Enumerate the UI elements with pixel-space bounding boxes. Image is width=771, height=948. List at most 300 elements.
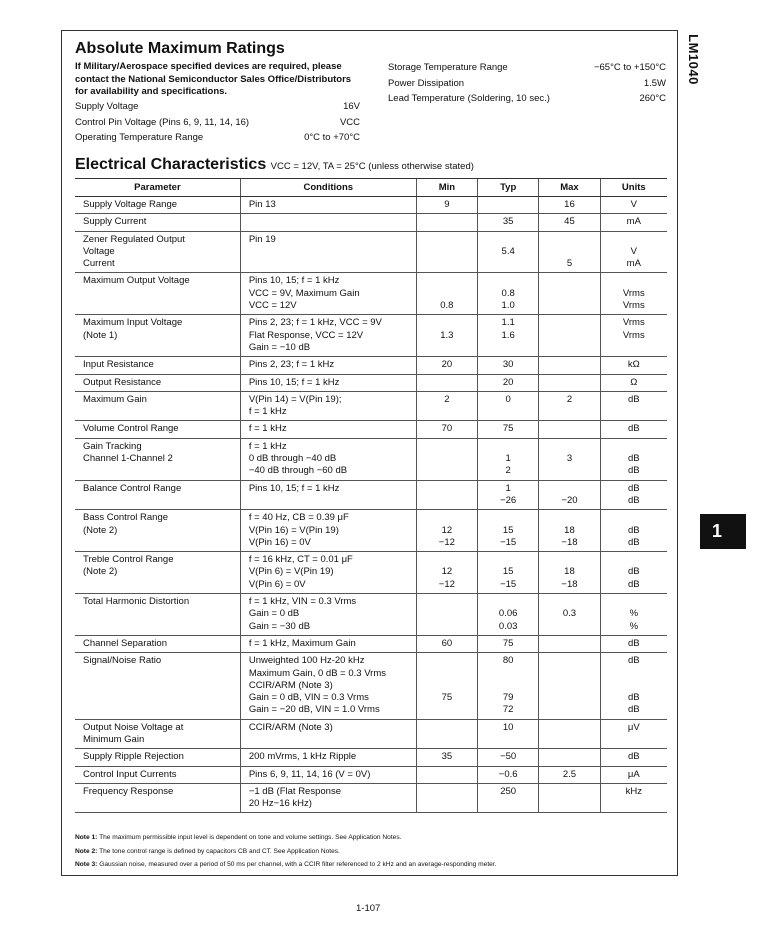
- cell-line: Gain = 0 dB: [248, 608, 300, 620]
- cell-param: [75, 480, 240, 510]
- cell-min: [416, 653, 477, 719]
- cell-line: [539, 704, 599, 716]
- cell-max: [539, 231, 600, 273]
- cell-line: [417, 668, 477, 680]
- cell-line: [478, 342, 538, 354]
- cell-line: 1: [505, 482, 511, 494]
- cell-line: [478, 199, 538, 211]
- cell-typ: [478, 357, 539, 374]
- cell-line: CCIR/ARM (Note 3): [248, 721, 333, 733]
- cell-line: 35: [502, 216, 514, 228]
- cell-min: [416, 374, 477, 391]
- cell-cond: [240, 719, 416, 749]
- cell-line: Treble Control Range: [83, 554, 174, 566]
- cell-line: [601, 554, 667, 566]
- cell-units: [600, 653, 667, 719]
- cell-line: [417, 621, 477, 633]
- cell-min: [416, 315, 477, 357]
- military-note: If Military/Aerospace specified devices are required, please contact the National Semiconductor Sales Office/Distributors for availability and specifications.: [75, 61, 352, 97]
- cell-line: [478, 596, 538, 608]
- header-units: Units: [600, 179, 667, 197]
- cell-max: [539, 197, 600, 214]
- cell-line: [478, 668, 538, 680]
- cell-param: [75, 214, 240, 231]
- cell-cond: [240, 510, 416, 552]
- cell-line: V(Pin 14) = V(Pin 19);: [248, 393, 342, 405]
- cell-line: [417, 317, 477, 329]
- cell-line: −20: [561, 494, 578, 506]
- cell-line: Vrms: [622, 317, 645, 329]
- rating-label: Power Dissipation: [388, 77, 465, 89]
- cell-line: [83, 495, 240, 507]
- cell-line: Pins 10, 15; f = 1 kHz: [248, 482, 340, 494]
- rating-value: 16V: [343, 101, 360, 112]
- cell-line: [417, 441, 477, 453]
- cell-line: −15: [500, 536, 517, 548]
- cell-line: [83, 537, 240, 549]
- cell-cond: [240, 594, 416, 636]
- rating-value: 260°C: [639, 93, 666, 104]
- cell-typ: [478, 197, 539, 214]
- cell-typ: [478, 653, 539, 719]
- cell-line: [83, 288, 240, 300]
- cell-line: 5: [566, 258, 573, 270]
- cell-line: 250: [500, 785, 517, 797]
- cell-line: Voltage: [83, 245, 115, 257]
- cell-units: [600, 357, 667, 374]
- footnote-text: The tone control range is defined by capacitors CB and CT. See Application Notes.: [99, 847, 340, 855]
- cell-line: [539, 798, 599, 810]
- cell-line: Pins 2, 23; f = 1 kHz, VCC = 9V: [248, 317, 382, 329]
- cell-line: [539, 668, 599, 680]
- table-row: [75, 421, 667, 438]
- cell-line: [601, 275, 667, 287]
- cell-line: dB: [627, 751, 640, 763]
- cell-line: V(Pin 16) = V(Pin 19): [248, 524, 339, 536]
- cell-line: [539, 554, 599, 566]
- cell-typ: [478, 391, 539, 421]
- cell-line: Flat Response, VCC = 12V: [248, 329, 364, 341]
- cell-line: 12: [441, 524, 453, 536]
- cell-units: [600, 421, 667, 438]
- cell-min: [416, 480, 477, 510]
- cell-typ: [478, 273, 539, 315]
- cell-max: [539, 766, 600, 783]
- cell-line: [539, 655, 599, 667]
- cell-units: [600, 552, 667, 594]
- cell-line: Pin 13: [248, 199, 276, 210]
- ratings-right: [388, 62, 666, 109]
- cell-min: [416, 438, 477, 480]
- footnote-label: Note 3:: [75, 861, 98, 868]
- table-row: [75, 357, 667, 374]
- cell-line: [539, 722, 599, 734]
- cell-line: 75: [502, 423, 514, 435]
- cell-line: [478, 554, 538, 566]
- cell-line: [249, 734, 416, 746]
- cell-line: mA: [626, 258, 641, 270]
- cell-max: [539, 653, 600, 719]
- cell-param: [75, 594, 240, 636]
- cell-max: [539, 510, 600, 552]
- cell-line: −12: [438, 536, 455, 548]
- cell-line: −50: [500, 751, 517, 763]
- cell-line: [417, 722, 477, 734]
- cell-line: [417, 769, 477, 781]
- header-conditions: Conditions: [240, 179, 416, 197]
- cell-min: [416, 719, 477, 749]
- cell-line: [83, 798, 240, 810]
- cell-line: −12: [438, 578, 455, 590]
- cell-param: [75, 719, 240, 749]
- cell-line: Gain Tracking: [83, 440, 142, 452]
- cell-line: dB: [627, 566, 640, 578]
- cell-max: [539, 438, 600, 480]
- cell-max: [539, 635, 600, 652]
- cell-line: Gain = 0 dB, VIN = 0.3 Vrms: [248, 692, 369, 704]
- rating-row: [388, 62, 666, 78]
- cell-min: [416, 357, 477, 374]
- cell-line: [478, 512, 538, 524]
- cell-typ: [478, 510, 539, 552]
- cell-line: (Note 2): [83, 524, 118, 536]
- cell-min: [416, 594, 477, 636]
- cell-line: [478, 406, 538, 418]
- cell-line: Vrms: [622, 329, 645, 341]
- cell-line: Current: [83, 258, 115, 270]
- cell-typ: [478, 214, 539, 231]
- cell-max: [539, 783, 600, 813]
- rating-row: [388, 78, 666, 94]
- cell-cond: [240, 749, 416, 766]
- footnote: [75, 831, 670, 845]
- table-row: [75, 635, 667, 652]
- cell-line: 45: [564, 216, 575, 228]
- cell-units: [600, 749, 667, 766]
- cell-min: [416, 197, 477, 214]
- table-row: [75, 273, 667, 315]
- cell-param: [75, 552, 240, 594]
- cell-line: Maximum Gain: [83, 393, 147, 405]
- cell-line: dB: [627, 637, 640, 649]
- electrical-title-text: Electrical Characteristics: [75, 156, 267, 173]
- cell-line: 2: [566, 393, 573, 405]
- cell-cond: [240, 438, 416, 480]
- cell-typ: [478, 719, 539, 749]
- cell-line: −1 dB (Flat Response: [248, 785, 341, 797]
- cell-line: Pins 2, 23; f = 1 kHz: [248, 359, 335, 371]
- cell-min: [416, 635, 477, 652]
- cell-line: [601, 734, 667, 746]
- table-row: [75, 315, 667, 357]
- cell-line: 75: [502, 637, 514, 649]
- footnote-text: The maximum permissible input level is dependent on tone and volume settings. See Application Notes.: [99, 834, 402, 841]
- cell-line: Frequency Response: [83, 785, 174, 797]
- cell-line: [601, 798, 667, 810]
- cell-line: [417, 704, 477, 716]
- cell-line: Pins 10, 15; f = 1 kHz: [248, 275, 340, 287]
- cell-line: 20: [502, 376, 514, 388]
- table-row: [75, 391, 667, 421]
- table-row: [75, 510, 667, 552]
- cell-line: [539, 317, 599, 329]
- section-tab-number: 1: [712, 521, 723, 541]
- cell-line: Channel 1-Channel 2: [83, 453, 173, 465]
- side-title: [682, 30, 712, 90]
- cell-line: [83, 300, 240, 312]
- cell-min: [416, 391, 477, 421]
- cell-line: [478, 441, 538, 453]
- cell-line: 0.03: [498, 620, 518, 632]
- cell-line: [417, 483, 477, 495]
- cell-line: Maximum Gain, 0 dB = 0.3 Vrms: [248, 667, 387, 679]
- cell-line: dB: [627, 453, 640, 465]
- ratings-left: [75, 101, 360, 148]
- cell-line: dB: [627, 655, 640, 667]
- cell-line: [417, 608, 477, 620]
- rating-row: [75, 117, 360, 133]
- cell-line: [478, 734, 538, 746]
- cell-line: [539, 288, 599, 300]
- cell-line: 18: [564, 524, 575, 536]
- cell-line: dB: [627, 423, 640, 435]
- cell-max: [539, 214, 600, 231]
- cell-line: dB: [627, 465, 640, 477]
- cell-cond: [240, 635, 416, 652]
- rating-row: [75, 101, 360, 117]
- footnotes: [75, 831, 670, 872]
- cell-line: [539, 692, 599, 704]
- cell-max: [539, 552, 600, 594]
- cell-line: [539, 465, 599, 477]
- cell-line: 15: [502, 524, 514, 536]
- cell-line: [478, 234, 538, 246]
- cell-line: μV: [627, 721, 640, 733]
- rating-value: VCC: [339, 116, 360, 128]
- cell-line: 0.3: [562, 608, 577, 620]
- cell-line: [601, 668, 667, 680]
- cell-max: [539, 421, 600, 438]
- cell-typ: [478, 552, 539, 594]
- cell-param: [75, 438, 240, 480]
- cell-line: [601, 680, 667, 692]
- cell-cond: [240, 315, 416, 357]
- cell-line: f = 1 kHz: [248, 423, 287, 435]
- cell-line: [539, 596, 599, 608]
- cell-line: [417, 288, 477, 300]
- cell-line: [539, 406, 599, 418]
- cell-line: [539, 512, 599, 524]
- cell-max: [539, 357, 600, 374]
- cell-cond: [240, 421, 416, 438]
- cell-line: Input Resistance: [83, 359, 154, 371]
- table-row: [75, 374, 667, 391]
- rating-label: Control Pin Voltage (Pins 6, 9, 11, 14, 16): [75, 116, 250, 128]
- cell-line: f = 16 kHz, CT = 0.01 μF: [248, 554, 353, 566]
- cell-line: [417, 655, 477, 667]
- cell-typ: [478, 749, 539, 766]
- cell-line: Pins 10, 15; f = 1 kHz: [248, 376, 340, 388]
- rating-value: 1.5W: [643, 77, 666, 89]
- cell-line: [539, 300, 599, 312]
- rating-row: [388, 93, 666, 109]
- cell-line: [249, 216, 416, 228]
- rating-label: Storage Temperature Range: [388, 62, 508, 73]
- cell-line: [417, 554, 477, 566]
- cell-line: Unweighted 100 Hz-20 kHz: [248, 655, 365, 667]
- rating-value: −65°C to +150°C: [593, 62, 666, 73]
- cell-typ: [478, 374, 539, 391]
- cell-line: [601, 342, 667, 354]
- cell-line: 10: [502, 721, 514, 733]
- cell-line: [417, 798, 477, 810]
- cell-min: [416, 749, 477, 766]
- cell-param: [75, 374, 240, 391]
- cell-units: [600, 783, 667, 813]
- cell-line: [417, 406, 477, 418]
- rating-row: [75, 132, 360, 148]
- cell-typ: [478, 315, 539, 357]
- cell-typ: [478, 438, 539, 480]
- cell-line: 20: [441, 359, 453, 371]
- cell-line: [539, 441, 599, 453]
- cell-param: [75, 653, 240, 719]
- cell-line: [417, 216, 477, 228]
- footnote-text: Gaussian noise, measured over a period of 50 ms per channel, with a CCIR filter referenced to 2 kHz and an average-responding meter.: [99, 861, 497, 868]
- section-tab: [700, 514, 746, 549]
- cell-line: [417, 734, 477, 746]
- cell-line: Gain = −10 dB: [248, 341, 311, 353]
- cell-line: Control Input Currents: [83, 768, 177, 780]
- cell-param: [75, 231, 240, 273]
- cell-line: Gain = −20 dB, VIN = 1.0 Vrms: [248, 704, 380, 716]
- cell-line: 1.1: [501, 317, 515, 329]
- table-row: [75, 719, 667, 749]
- cell-line: −18: [561, 578, 578, 590]
- cell-line: μA: [627, 768, 640, 780]
- table-row: [75, 766, 667, 783]
- cell-units: [600, 480, 667, 510]
- cell-line: dB: [627, 704, 640, 716]
- cell-line: [417, 596, 477, 608]
- cell-line: (Note 1): [83, 329, 118, 341]
- cell-line: Signal/Noise Ratio: [83, 655, 162, 667]
- cell-units: [600, 719, 667, 749]
- cell-max: [539, 374, 600, 391]
- cell-line: Total Harmonic Distortion: [83, 596, 190, 608]
- rating-label: Supply Voltage: [75, 101, 139, 112]
- cell-line: Ω: [630, 376, 638, 388]
- cell-line: [539, 786, 599, 798]
- cell-line: f = 1 kHz: [248, 440, 287, 452]
- cell-line: [478, 798, 538, 810]
- cell-line: 15: [502, 566, 514, 578]
- table-header-row: [75, 179, 667, 197]
- footnote: [75, 845, 670, 859]
- electrical-title: [75, 156, 474, 174]
- cell-min: [416, 766, 477, 783]
- cell-line: 30: [502, 359, 514, 371]
- cell-units: [600, 391, 667, 421]
- cell-line: [539, 275, 599, 287]
- cell-param: [75, 783, 240, 813]
- cell-line: [478, 680, 538, 692]
- cell-line: V: [630, 245, 637, 257]
- cell-line: Bass Control Range: [83, 512, 169, 524]
- cell-line: [539, 342, 599, 354]
- cell-line: −40 dB through −60 dB: [248, 465, 348, 477]
- cell-cond: [240, 480, 416, 510]
- cell-line: 2: [505, 465, 511, 477]
- cell-line: 1.3: [440, 329, 454, 341]
- cell-line: [539, 483, 599, 495]
- header-parameter: Parameter: [75, 179, 240, 197]
- cell-max: [539, 273, 600, 315]
- table-row: [75, 653, 667, 719]
- cell-min: [416, 552, 477, 594]
- cell-param: [75, 273, 240, 315]
- header-typ: Typ: [478, 179, 539, 197]
- cell-line: Supply Ripple Rejection: [83, 751, 184, 763]
- cell-line: [539, 638, 599, 650]
- cell-line: Channel Separation: [83, 637, 167, 649]
- cell-line: 72: [502, 704, 514, 716]
- cell-typ: [478, 594, 539, 636]
- cell-cond: [240, 653, 416, 719]
- cell-line: [417, 275, 477, 287]
- cell-line: [249, 495, 416, 507]
- table-row: [75, 197, 667, 214]
- cell-line: −26: [500, 494, 517, 506]
- cell-line: 35: [441, 751, 453, 763]
- table-row: [75, 214, 667, 231]
- cell-typ: [478, 635, 539, 652]
- cell-line: [417, 512, 477, 524]
- footnote-label: Note 2:: [75, 847, 98, 855]
- cell-param: [75, 391, 240, 421]
- electrical-table: [75, 178, 667, 813]
- cell-param: [75, 635, 240, 652]
- side-title-text: LM1040: [685, 34, 701, 85]
- cell-param: [75, 421, 240, 438]
- table-body: [75, 197, 667, 813]
- cell-line: 0 dB through −40 dB: [248, 453, 337, 465]
- cell-min: [416, 214, 477, 231]
- rating-label: Operating Temperature Range: [75, 132, 204, 143]
- cell-line: VCC = 12V: [248, 300, 297, 312]
- cell-line: 80: [502, 655, 514, 667]
- cell-line: dB: [627, 578, 640, 590]
- cell-line: [417, 465, 477, 477]
- cell-cond: [240, 766, 416, 783]
- rating-label: Lead Temperature (Soldering, 10 sec.): [388, 93, 550, 104]
- cell-line: f = 1 kHz: [248, 406, 287, 418]
- cell-line: V: [630, 199, 637, 210]
- cell-line: Supply Current: [83, 216, 147, 228]
- cell-line: V(Pin 16) = 0V: [248, 536, 311, 548]
- cell-line: [539, 234, 599, 246]
- cell-line: [249, 246, 416, 258]
- electrical-conditions: VCC = 12V, TA = 25°C (unless otherwise stated): [270, 161, 474, 172]
- cell-cond: [240, 783, 416, 813]
- cell-line: 16: [564, 199, 575, 210]
- cell-line: [539, 751, 599, 763]
- table-row: [75, 480, 667, 510]
- cell-line: [417, 234, 477, 246]
- cell-line: 2.5: [562, 768, 577, 780]
- cell-max: [539, 719, 600, 749]
- cell-units: [600, 197, 667, 214]
